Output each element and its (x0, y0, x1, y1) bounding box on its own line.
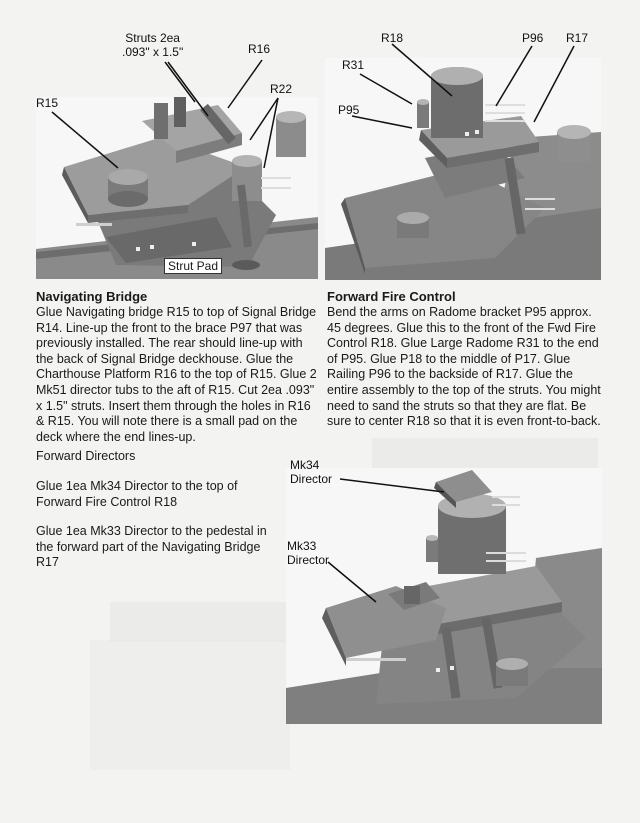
forward-fire-control-heading: Forward Fire Control (327, 289, 456, 304)
forward-directors-para1: Glue 1ea Mk34 Director to the top of Forward Fire Control R18 (36, 479, 238, 509)
label-r17: R17 (566, 31, 589, 45)
navigating-bridge-heading: Navigating Bridge (36, 289, 148, 304)
label-r16: R16 (248, 42, 271, 56)
label-mk33-director: Mk33 Director (287, 539, 330, 567)
label-r18: R18 (381, 31, 404, 45)
label-r22: R22 (270, 82, 293, 96)
navigating-bridge-body: Glue Navigating bridge R15 to top of Signal Bridge R14. Line-up the front to the brace P97 that was previously installed. The rear should line-up with the back of Signal Bridge deckhouse. Glue the Charthouse Platform R16 to the top of R15. Glue 2 Mk51 director tubs to the aft of R15. Cut 2ea .093" x 1.5" struts. Insert them through the holes in R16 & R15. You will note there is a small pad on the deck where the end lines-up. (36, 305, 317, 444)
forward-directors-heading: Forward Directors (36, 449, 136, 463)
label-p96: P96 (522, 31, 544, 45)
label-struts: Struts 2ea .093" x 1.5" (122, 31, 184, 59)
label-mk34-director: Mk34 Director (290, 458, 333, 486)
label-p95: P95 (338, 103, 360, 117)
forward-directors-para2: Glue 1ea Mk33 Director to the pedestal in the forward part of the Navigating Bridge R17 (36, 524, 267, 570)
forward-fire-control-body: Bend the arms on Radome bracket P95 approx. 45 degrees. Glue this to the front of the Fwd Fire Control R18. Glue Large Radome R31 to the end of P95. Glue P18 to the middle of P17. Glue Railing P96 to the backside of R17. Glue the entire assembly to the top of the struts. You might need to sand the struts so that they are flat. Be sure to center R18 so that it is even front-to-back. (327, 305, 601, 429)
label-r31: R31 (342, 58, 365, 72)
label-r15: R15 (36, 96, 59, 110)
label-strut-pad: Strut Pad (164, 258, 222, 274)
